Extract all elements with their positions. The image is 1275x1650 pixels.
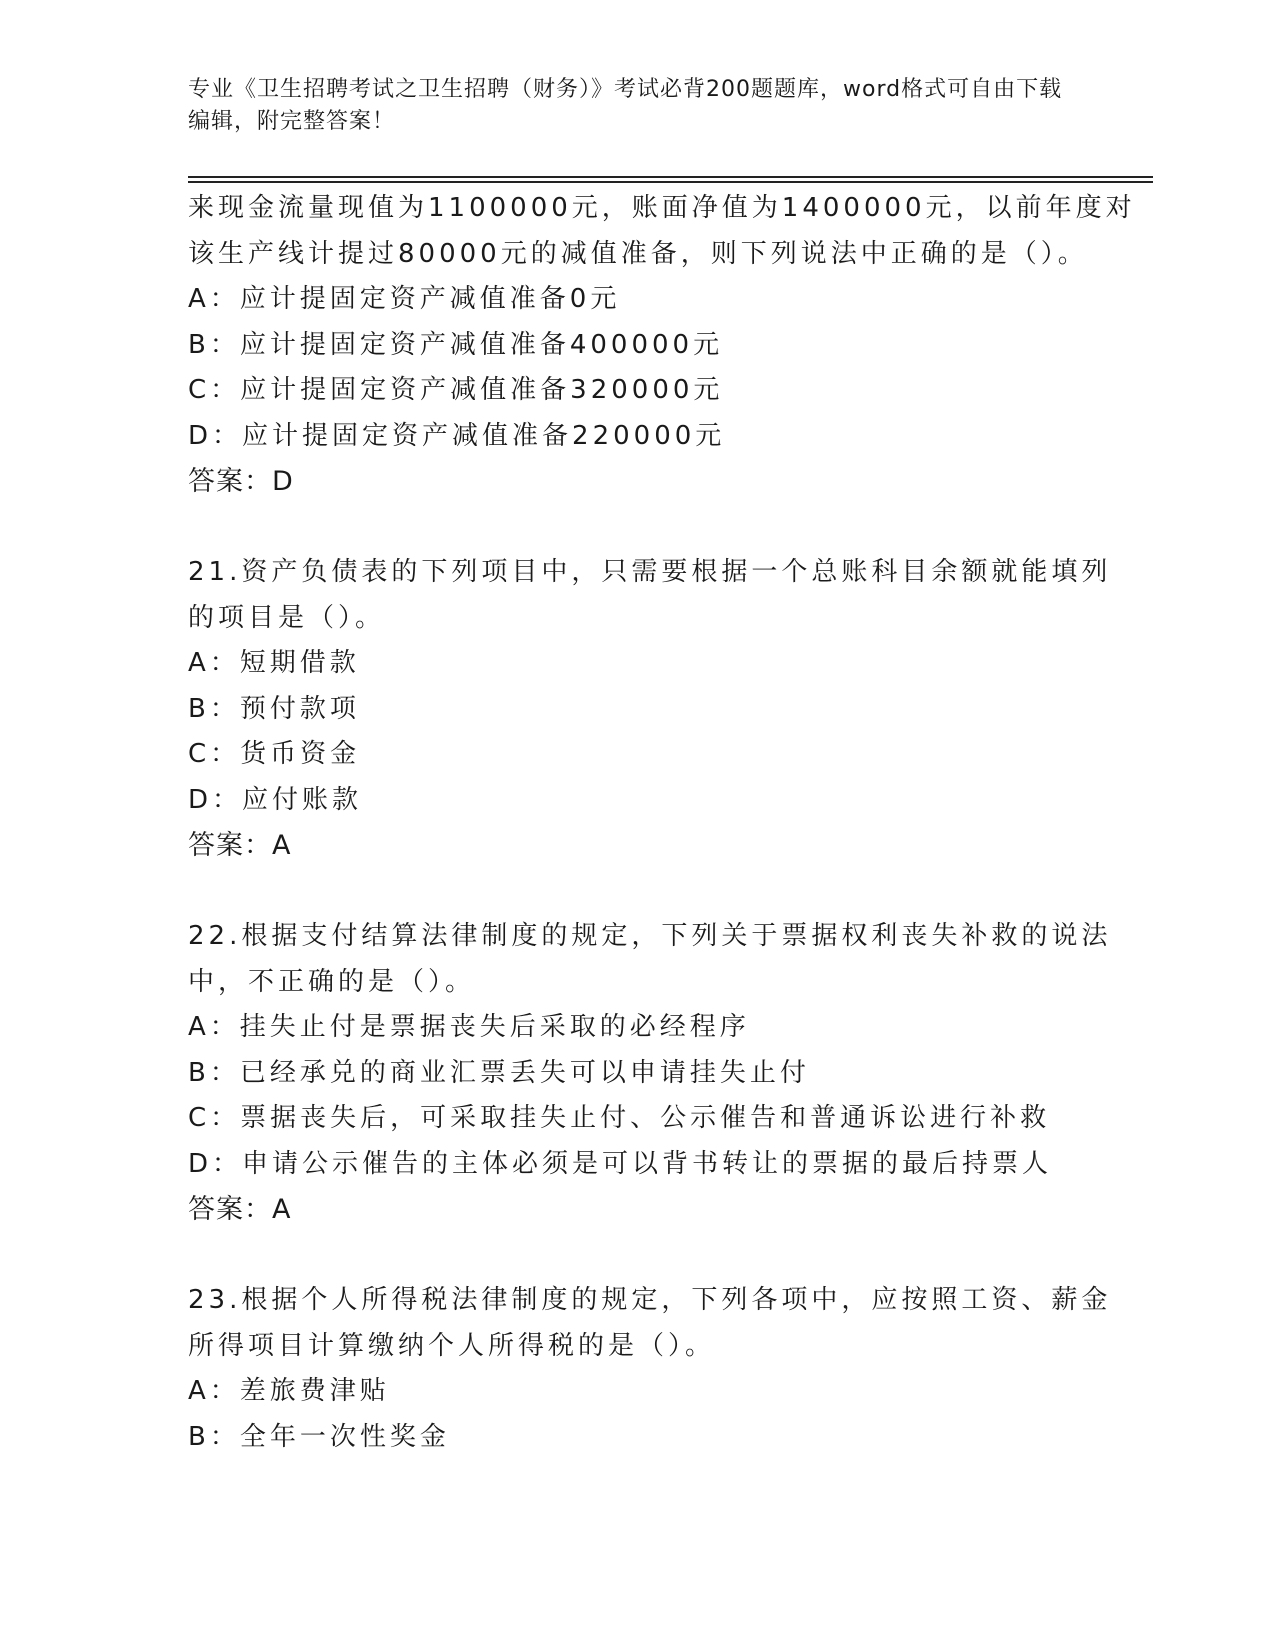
question-21 [188,550,1112,869]
option-a: A：应计提固定资产减值准备0元 [188,284,621,314]
question-content [188,186,1136,1460]
option-b: B：全年一次性奖金 [188,1421,450,1452]
option-c: C：应计提固定资产减值准备320000元 [188,375,724,405]
header-divider-top [188,176,1153,178]
question-stem-line: 22.根据支付结算法律制度的规定，下列关于票据权利丧失补救的说法 [188,921,1112,951]
option-b: B：应计提固定资产减值准备400000元 [188,329,724,360]
question-stem-line: 来现金流量现值为1100000元，账面净值为1400000元，以前年度对 [188,193,1136,223]
question-continuation [188,186,1136,505]
question-23 [188,1278,1112,1460]
document-header: 专业《卫生招聘考试之卫生招聘（财务）》考试必背200题题库，word格式可自由下载编辑，附完整答案！ [188,77,1063,134]
question-stem-line: 21.资产负债表的下列项目中，只需要根据一个总账科目余额就能填列 [188,557,1112,587]
option-a: A：挂失止付是票据丧失后采取的必经程序 [188,1012,750,1042]
question-stem-line: 23.根据个人所得税法律制度的规定，下列各项中，应按照工资、薪金 [188,1285,1112,1315]
option-d: D：应付账款 [188,784,363,815]
question-stem-line: 所得项目计算缴纳个人所得税的是（）。 [188,1330,716,1361]
option-d: D：应计提固定资产减值准备220000元 [188,420,726,451]
option-b: B：预付款项 [188,693,360,724]
question-stem-line: 中，不正确的是（）。 [188,966,476,997]
answer-line: 答案：D [188,466,294,497]
question-stem-line: 该生产线计提过80000元的减值准备，则下列说法中正确的是（）。 [188,238,1088,269]
option-a: A：短期借款 [188,648,360,678]
answer-line: 答案：A [188,830,292,861]
option-b: B：已经承兑的商业汇票丢失可以申请挂失止付 [188,1057,810,1088]
header-divider-bottom [188,181,1153,183]
option-c: C：票据丧失后，可采取挂失止付、公示催告和普通诉讼进行补救 [188,1103,1051,1133]
question-22 [188,914,1112,1233]
answer-line: 答案：A [188,1194,292,1225]
option-a: A：差旅费津贴 [188,1376,390,1406]
option-c: C：货币资金 [188,739,361,769]
option-d: D：申请公示催告的主体必须是可以背书转让的票据的最后持票人 [188,1148,1053,1179]
question-stem-line: 的项目是（）。 [188,602,386,633]
